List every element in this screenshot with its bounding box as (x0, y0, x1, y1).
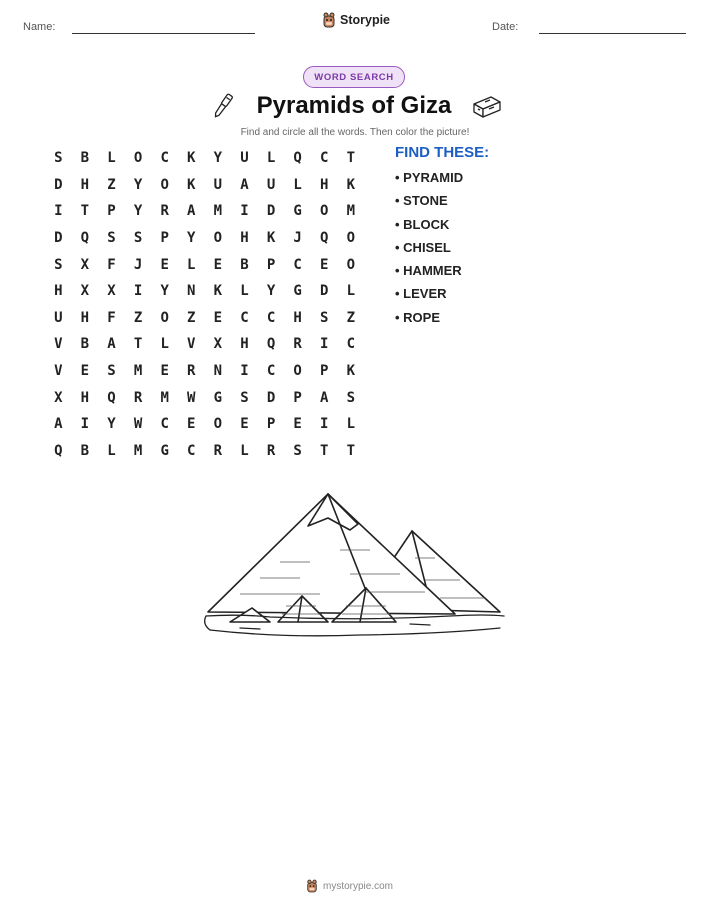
grid-letter: I (320, 416, 329, 433)
grid-letter: R (213, 442, 223, 459)
grid-letter: U (54, 309, 63, 326)
grid-letter: B (80, 442, 90, 459)
grid-letter: Q (80, 230, 90, 247)
grid-letter: Z (187, 309, 196, 326)
grid-letter: O (160, 309, 169, 326)
grid-letter: A (320, 389, 329, 406)
brand-name: Storypie (340, 13, 391, 27)
name-line (72, 33, 255, 34)
grid-letter: U (240, 150, 249, 167)
grid-letter: E (187, 416, 196, 433)
grid-letter: A (107, 336, 116, 353)
grid-letter: N (187, 283, 196, 300)
grid-letter: O (213, 230, 223, 247)
grid-letter: L (240, 283, 249, 300)
grid-letter: X (80, 283, 90, 300)
grid-letter: O (320, 203, 329, 220)
grid-letter: C (266, 309, 276, 326)
grid-letter: T (346, 150, 356, 167)
grid-letter: X (107, 283, 116, 300)
grid-letter: K (266, 230, 276, 247)
grid-letter: D (266, 203, 276, 220)
grid-letter: P (320, 363, 329, 380)
grid-letter: K (187, 176, 196, 193)
word-item: • HAMMER (395, 263, 462, 279)
grid-letter: L (266, 150, 276, 167)
grid-letter: Z (346, 309, 356, 326)
grid-letter: K (346, 176, 356, 193)
grid-letter: D (54, 230, 63, 247)
grid-letter: P (160, 230, 169, 247)
word-list (395, 144, 489, 333)
storypie-logo-icon (306, 879, 318, 893)
grid-letter: Y (266, 283, 276, 300)
grid-letter: R (266, 442, 276, 459)
grid-letter: T (346, 442, 356, 459)
grid-letter: I (240, 363, 249, 380)
grid-letter: W (187, 389, 196, 406)
grid-letter: T (80, 203, 90, 220)
grid-letter: X (80, 256, 90, 273)
word-list-title: FIND THESE: (395, 144, 490, 161)
grid-letter: G (213, 389, 223, 406)
worksheet-title: Pyramids of Giza (256, 92, 452, 119)
grid-letter: R (160, 203, 169, 220)
grid-letter: O (346, 256, 356, 273)
grid-letter: Z (107, 176, 116, 193)
grid-letter: T (133, 336, 143, 353)
grid-letter: P (266, 416, 276, 433)
grid-letter: G (293, 283, 302, 300)
grid-letter: H (240, 230, 249, 247)
grid-letter: G (160, 442, 169, 459)
grid-letter: P (107, 203, 116, 220)
pyramids-of-giza-illustration (200, 488, 510, 643)
grid-letter: E (160, 363, 169, 380)
grid-letter: Y (187, 230, 196, 247)
grid-letter: C (293, 256, 302, 273)
grid-letter: T (320, 442, 329, 459)
grid-letter: O (133, 150, 143, 167)
grid-letter: H (80, 176, 90, 193)
grid-letter: V (54, 336, 63, 353)
grid-letter: C (160, 150, 169, 167)
grid-letter: X (213, 336, 223, 353)
grid-letter: P (266, 256, 276, 273)
grid-letter: E (293, 416, 302, 433)
grid-letter: R (133, 389, 143, 406)
grid-letter: G (293, 203, 302, 220)
grid-letter: A (187, 203, 196, 220)
instructions: Find and circle all the words. Then color the picture! (240, 127, 470, 138)
word-item: • STONE (395, 193, 448, 209)
word-item: • ROPE (395, 309, 441, 325)
date-label: Date: (492, 21, 519, 33)
grid-letter: V (187, 336, 196, 353)
grid-letter: F (107, 309, 116, 326)
grid-letter: L (346, 416, 356, 433)
grid-letter: V (54, 363, 63, 380)
grid-letter: P (293, 389, 302, 406)
grid-letter: D (54, 176, 63, 193)
letter-grid (45, 145, 364, 464)
grid-letter: Y (133, 176, 143, 193)
grid-letter: L (293, 176, 302, 193)
grid-letter: Q (54, 442, 63, 459)
grid-letter: K (187, 150, 196, 167)
grid-letter: Q (293, 150, 302, 167)
grid-letter: H (240, 336, 249, 353)
grid-letter: S (107, 230, 116, 247)
grid-letter: B (80, 336, 90, 353)
worksheet-header (0, 0, 709, 50)
grid-letter: I (320, 336, 329, 353)
grid-letter: E (213, 309, 223, 326)
grid-letter: D (266, 389, 276, 406)
storypie-logo-icon (322, 12, 336, 28)
grid-letter: J (133, 256, 143, 273)
grid-letter: C (346, 336, 356, 353)
grid-letter: C (320, 150, 329, 167)
grid-letter: H (80, 389, 90, 406)
grid-letter: I (54, 203, 63, 220)
grid-letter: Z (133, 309, 143, 326)
chisel-icon (208, 91, 238, 121)
grid-letter: I (80, 416, 90, 433)
grid-letter: F (107, 256, 116, 273)
grid-letter: Q (320, 230, 329, 247)
grid-letter: L (107, 150, 116, 167)
grid-letter: X (54, 389, 63, 406)
footer (306, 879, 393, 893)
grid-letter: E (213, 256, 223, 273)
grid-letter: K (346, 363, 356, 380)
grid-letter: O (160, 176, 169, 193)
grid-letter: B (80, 150, 90, 167)
word-item: • LEVER (395, 286, 447, 302)
grid-letter: R (293, 336, 302, 353)
grid-letter: C (240, 309, 249, 326)
grid-letter: O (346, 230, 356, 247)
grid-letter: K (213, 283, 223, 300)
grid-letter: N (213, 363, 223, 380)
grid-letter: B (240, 256, 249, 273)
grid-letter: H (293, 309, 302, 326)
grid-letter: C (266, 363, 276, 380)
grid-letter: S (54, 256, 63, 273)
grid-letter: L (346, 283, 356, 300)
grid-letter: L (240, 442, 249, 459)
grid-letter: Y (133, 203, 143, 220)
date-line (539, 33, 686, 34)
grid-letter: C (187, 442, 196, 459)
grid-letter: Y (107, 416, 116, 433)
grid-letter: M (346, 203, 356, 220)
grid-letter: S (107, 363, 116, 380)
grid-letter: L (187, 256, 196, 273)
stone-block-icon (471, 93, 503, 119)
grid-letter: S (293, 442, 302, 459)
grid-letter: W (133, 416, 143, 433)
brand (322, 12, 390, 28)
grid-letter: E (240, 416, 249, 433)
grid-letter: C (160, 416, 169, 433)
grid-letter: M (133, 442, 143, 459)
grid-letter: L (107, 442, 116, 459)
grid-letter: E (320, 256, 329, 273)
grid-letter: L (160, 336, 169, 353)
grid-letter: A (54, 416, 63, 433)
grid-letter: M (133, 363, 143, 380)
grid-letter: S (346, 389, 356, 406)
grid-letter: S (54, 150, 63, 167)
footer-url: mystorypie.com (323, 880, 394, 892)
name-label: Name: (23, 21, 56, 33)
word-item: • CHISEL (395, 239, 451, 255)
grid-letter: U (213, 176, 223, 193)
grid-letter: D (320, 283, 329, 300)
grid-letter: S (320, 309, 329, 326)
grid-letter: Q (266, 336, 276, 353)
grid-letter: A (240, 176, 249, 193)
grid-letter: O (213, 416, 223, 433)
word-item: • PYRAMID (395, 170, 464, 185)
word-item: • BLOCK (395, 216, 450, 232)
grid-letter: U (266, 176, 276, 193)
word-search-badge: WORD SEARCH (303, 66, 405, 88)
grid-letter: Y (160, 283, 169, 300)
grid-letter: Y (213, 150, 223, 167)
grid-letter: M (213, 203, 223, 220)
grid-letter: Q (107, 389, 116, 406)
grid-letter: S (240, 389, 249, 406)
grid-letter: O (293, 363, 302, 380)
grid-letter: J (293, 230, 302, 247)
grid-letter: H (54, 283, 63, 300)
grid-letter: H (80, 309, 90, 326)
grid-letter: R (187, 363, 196, 380)
grid-letter: M (160, 389, 169, 406)
grid-letter: H (320, 176, 329, 193)
grid-letter: E (80, 363, 90, 380)
grid-letter: I (240, 203, 249, 220)
grid-letter: I (133, 283, 143, 300)
grid-letter: E (160, 256, 169, 273)
grid-letter: S (133, 230, 143, 247)
